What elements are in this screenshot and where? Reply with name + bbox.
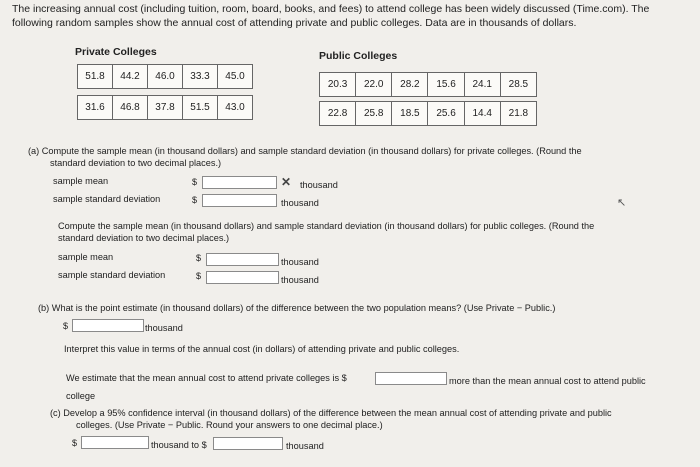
table-cell: 51.8: [78, 65, 113, 89]
table-row: [78, 96, 253, 120]
problem-intro: [12, 2, 692, 30]
table-cell: 51.5: [183, 96, 218, 120]
intro-line-1: The increasing annual cost (including tuition, room, board, books, and fees) to attend college has been widely discussed (Time.com). The: [12, 3, 650, 15]
part-a-public-question-line-1: Compute the sample mean (in thousand dollars) and sample standard deviation (in thousand dollars) for public colleges. (Round the: [58, 221, 595, 231]
dollar-sign: $: [196, 253, 202, 263]
public-sd-label: sample standard deviation: [58, 270, 166, 280]
public-sd-input[interactable]: [206, 271, 279, 284]
unit-label: thousand: [145, 323, 183, 333]
public-colleges-title: Public Colleges: [319, 50, 398, 62]
public-colleges-table: [319, 72, 537, 97]
public-mean-input[interactable]: [206, 253, 279, 266]
unit-label: thousand: [300, 180, 338, 190]
private-mean-label: sample mean: [53, 176, 109, 186]
part-a-question: [28, 145, 582, 169]
part-c-question-line-1: (c) Develop a 95% confidence interval (in thousand dollars) of the difference between the mean annual cost of attending private and public: [50, 408, 612, 418]
unit-label: thousand: [281, 198, 319, 208]
dollar-sign: $: [63, 321, 69, 331]
private-colleges-title: Private Colleges: [75, 46, 157, 58]
unit-label: thousand: [286, 441, 324, 451]
table-cell: 46.0: [148, 65, 183, 89]
table-cell: 44.2: [113, 65, 148, 89]
intro-line-2: following random samples show the annual cost of attending private and public colleges. Data are in thousands of dollars.: [12, 17, 577, 29]
dollar-sign: $: [192, 195, 198, 205]
table-row: [320, 73, 537, 97]
table-cell: 15.6: [428, 73, 464, 97]
unit-label: thousand: [281, 275, 319, 285]
point-estimate-input[interactable]: [72, 319, 144, 332]
table-cell: 18.5: [392, 102, 428, 126]
part-b-question: (b) What is the point estimate (in thousand dollars) of the difference between the two population means? (Use Private − Public.): [38, 303, 556, 313]
table-cell: 33.3: [183, 65, 218, 89]
part-a-public-question: [58, 220, 594, 244]
table-cell: 22.0: [356, 73, 392, 97]
table-row: [320, 102, 537, 126]
table-cell: 22.8: [320, 102, 356, 126]
table-cell: 25.6: [428, 102, 464, 126]
unit-label: thousand: [281, 257, 319, 267]
public-mean-label: sample mean: [58, 252, 114, 262]
table-cell: 43.0: [218, 96, 253, 120]
incorrect-x-icon: ✕: [281, 175, 292, 189]
estimate-sentence-line-2-text: [66, 378, 95, 402]
estimate-sentence-suffix: more than the mean annual cost to attend public: [449, 376, 646, 386]
part-a-question-line-2: standard deviation to two decimal places.): [50, 158, 222, 168]
table-cell: 14.4: [464, 102, 500, 126]
part-c-question: [50, 407, 612, 431]
table-cell: 46.8: [113, 96, 148, 120]
table-cell: 25.8: [356, 102, 392, 126]
table-cell: 20.3: [320, 73, 356, 97]
part-c-question-line-2: colleges. (Use Private − Public. Round your answers to one decimal place.): [76, 420, 383, 430]
private-sd-input[interactable]: [202, 194, 277, 207]
public-colleges-table-row2: [319, 101, 537, 126]
dollar-sign: $: [192, 177, 198, 187]
estimate-line-2: college: [66, 391, 96, 401]
dollar-sign: $: [72, 438, 78, 448]
private-mean-input[interactable]: [202, 176, 277, 189]
mouse-cursor-icon: ↖: [617, 197, 627, 209]
ci-lower-input[interactable]: [81, 436, 149, 449]
dollar-sign: $: [196, 271, 202, 281]
private-colleges-table-row2: [77, 95, 253, 120]
table-cell: 28.2: [392, 73, 428, 97]
private-colleges-table: [77, 64, 253, 89]
table-cell: 31.6: [78, 96, 113, 120]
table-cell: 28.5: [500, 73, 536, 97]
table-cell: 21.8: [500, 102, 536, 126]
table-cell: 24.1: [464, 73, 500, 97]
table-cell: 37.8: [148, 96, 183, 120]
ci-upper-input[interactable]: [213, 437, 283, 450]
part-a-public-question-line-2: standard deviation to two decimal places.): [58, 233, 230, 243]
difference-interpretation-input[interactable]: [375, 372, 447, 385]
table-row: [78, 65, 253, 89]
part-a-question-line-1: (a) Compute the sample mean (in thousand dollars) and sample standard deviation (in thousand dollars) for private colleges. (Round the: [28, 146, 582, 156]
to-label: thousand to $: [151, 440, 207, 450]
table-cell: 45.0: [218, 65, 253, 89]
private-sd-label: sample standard deviation: [53, 194, 161, 204]
estimate-sentence-prefix: We estimate that the mean annual cost to attend private colleges is $: [66, 373, 347, 383]
interpret-instruction: Interpret this value in terms of the annual cost (in dollars) of attending private and public colleges.: [64, 344, 460, 354]
